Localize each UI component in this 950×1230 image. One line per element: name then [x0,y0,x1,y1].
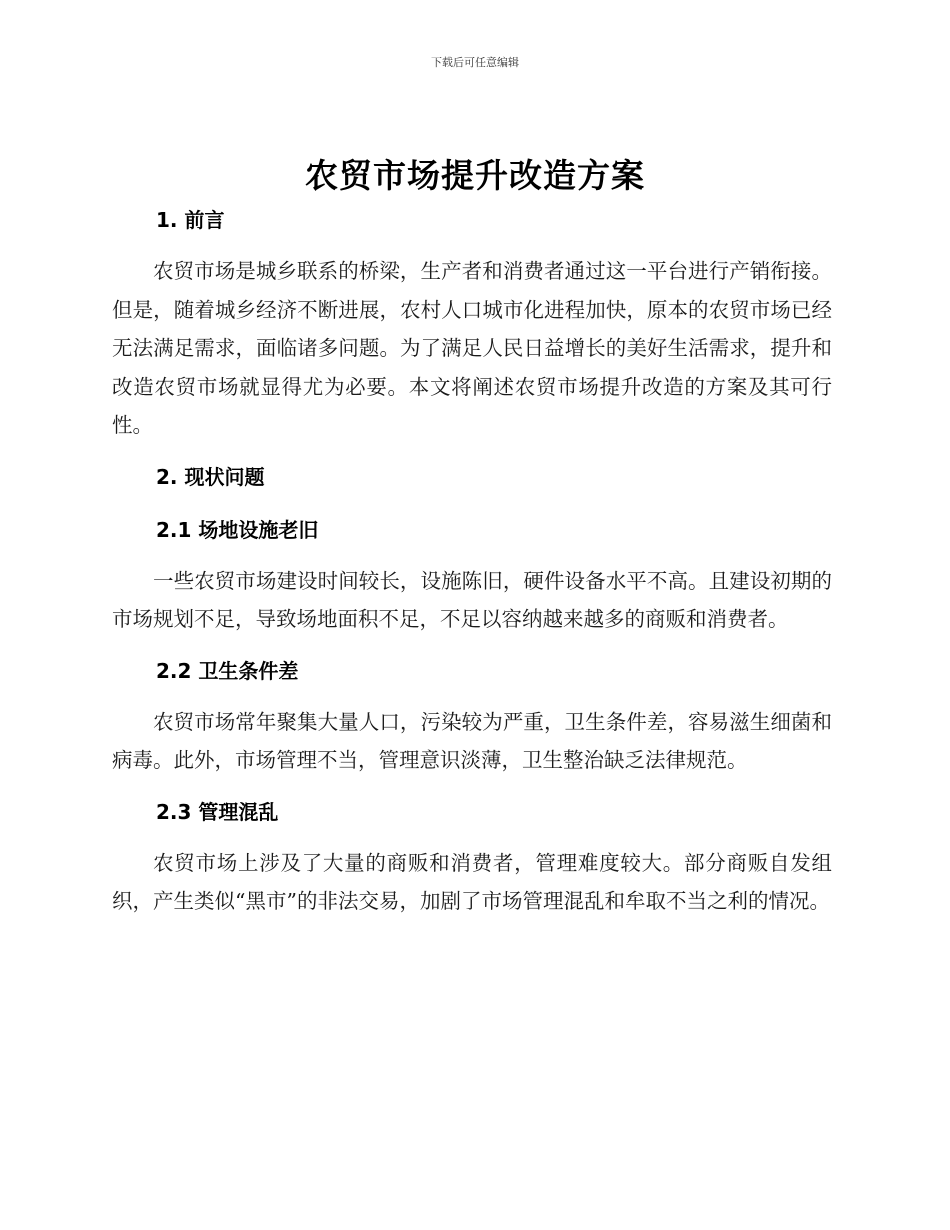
section-paragraph-poor-hygiene: 农贸市场常年聚集大量人口，污染较为严重，卫生条件差，容易滋生细菌和病毒。此外，市场管理不当，管理意识淡薄，卫生整治缺乏法律规范。 [112,709,832,772]
section-heading-old-facilities: 2.1 场地设施老旧 [156,517,319,542]
section-heading-current-issues: 2. 现状问题 [156,464,265,489]
section-paragraph-intro: 农贸市场是城乡联系的桥梁，生产者和消费者通过这一平台进行产销衔接。但是，随着城乡经济不断进展，农村人口城市化进程加快，原本的农贸市场已经无法满足需求，面临诸多问题。为了满足人民日益增长的美好生活需求，提升和改造农贸市场就显得尤为必要。本文将阐述农贸市场提升改造的方案及其可行性。 [112,259,832,437]
document-body [112,205,832,921]
section-paragraph-old-facilities: 一些农贸市场建设时间较长，设施陈旧，硬件设备水平不高。且建设初期的市场规划不足，导致场地面积不足，不足以容纳越来越多的商贩和消费者。 [112,568,832,631]
section-heading-intro: 1. 前言 [156,208,225,232]
section-heading-poor-hygiene: 2.2 卫生条件差 [156,658,299,683]
page-header-note: 下载后可任意编辑 [431,56,519,69]
section-paragraph-management-chaos: 农贸市场上涉及了大量的商贩和消费者，管理难度较大。部分商贩自发组织，产生类似“黑市”的非法交易，加剧了市场管理混乱和牟取不当之利的情况。 [112,850,832,913]
section-heading-management-chaos: 2.3 管理混乱 [156,799,279,824]
document-title: 农贸市场提升改造方案 [305,156,645,195]
